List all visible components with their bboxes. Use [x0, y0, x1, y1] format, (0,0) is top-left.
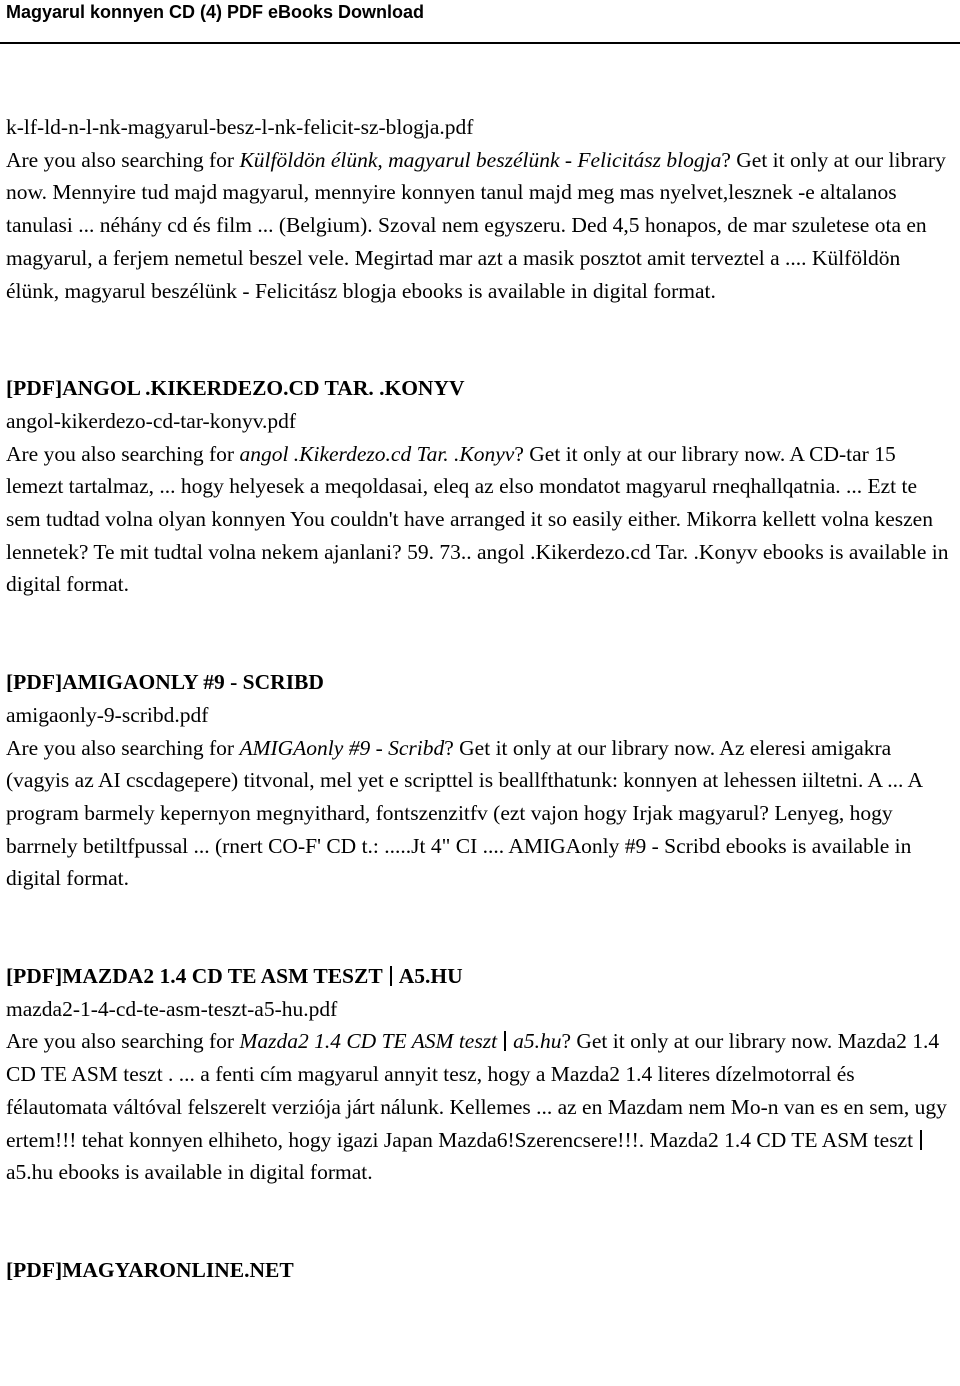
header-divider [0, 42, 960, 44]
result-entry [6, 111, 956, 307]
page-title: Magyarul konnyen CD (4) PDF eBooks Download [6, 2, 425, 22]
search-term: angol .Kikerdezo.cd Tar. .Konyv [239, 441, 515, 466]
separator-bar [920, 1130, 922, 1150]
result-description: Are you also searching for Külföldön élünk, magyarul beszélünk - Felicitász blogja? Get it only at our library now. Mennyire tud majd magyarul, mennyire konnyen tanul majd meg mas nyelvet,lesznek -e altalanos tanulasi ... néhány cd és film ... (Belgium). Szoval nem egyszeru. Ded 4,5 honapos, de mar szuletese ota en magyarul, a ferjem nemetul beszel vele. Megirtad mar azt a masik posztot amit terveztel a .... Külföldön élünk, magyarul beszélünk - Felicitász blogja ebooks is available in digital format. [6, 147, 946, 303]
result-description: Are you also searching for Mazda2 1.4 CD TE ASM teszt a5.hu? Get it only at our library now. Mazda2 1.4 CD TE ASM teszt . ... a fenti cím magyarul annyit tesz, hogy a Mazda2 1.4 literes dízelmotorral és félautomata váltóval felszerelt verziója járt nálunk. Kellemes ... az en Mazdam nem Mo-n van es en sem, ugy ertem!!! tehat konnyen elhiheto, hogy igazi Japan Mazda6!Szerencsere!!!. Mazda2 1.4 CD TE ASM teszta5.hu ebooks is available in digital format. [6, 1029, 947, 1185]
result-filename: k-lf-ld-n-l-nk-magyarul-besz-l-nk-felicit-sz-blogja.pdf [6, 115, 474, 139]
result-filename: angol-kikerdezo-cd-tar-konyv.pdf [6, 408, 297, 433]
result-filename: mazda2-1-4-cd-te-asm-teszt-a5-hu.pdf [6, 996, 338, 1021]
result-description: Are you also searching for AMIGAonly #9 - Scribd? Get it only at our library now. Az eleresi amigakra (vagyis az AI cscdagepere) titvonal, mel yet e scripttel is beallfthatunk: konnyen at lehessen iiltetni. A ... A program barmely kepernyon megnyithard, fontszenzitfv (ezt vajon hogy Irjak magyarul? Lenyeg, hogy barrnely betiltfpussal ... (rnert CO-F' CD t.: .....Jt 4" CI .... AMIGAonly #9 - Scribd ebooks is available in digital format. [6, 735, 922, 891]
result-title[interactable]: [PDF]AMIGAONLY #9 - SCRIBD [6, 670, 324, 695]
result-filename: amigaonly-9-scribd.pdf [6, 702, 209, 727]
search-term: AMIGAonly #9 - Scribd [239, 735, 445, 760]
separator-bar [390, 966, 392, 986]
result-entry [6, 666, 956, 895]
result-title[interactable]: [PDF]MAZDA2 1.4 CD TE ASM TESZT A5.HU [6, 964, 463, 989]
result-entry [6, 1254, 956, 1287]
search-term: Külföldön élünk, magyarul beszélünk - Felicitász blogja [239, 147, 722, 172]
result-title[interactable]: [PDF]MAGYARONLINE.NET [6, 1257, 294, 1282]
results-list [6, 111, 956, 1287]
result-title[interactable]: [PDF]ANGOL .KIKERDEZO.CD TAR. .KONYV [6, 376, 465, 401]
search-term: Mazda2 1.4 CD TE ASM teszt a5.hu [239, 1029, 562, 1054]
result-entry [6, 960, 956, 1189]
page-header [0, 0, 960, 28]
result-description: Are you also searching for angol .Kikerdezo.cd Tar. .Konyv? Get it only at our library now. A CD-tar 15 lemezt tartalmaz, ... hogy helyesek a meqoldasai, eleq az elso mondatot magyarul rneqhallqatnia. ... Ezt te sem tudtad volna olyan konnyen You couldn't have arranged it so easily either. Mikorra kellett volna keszen lennetek? Te mit tudtal volna nekem ajanlani? 59. 73.. angol .Kikerdezo.cd Tar. .Konyv ebooks is available in digital format. [6, 441, 949, 597]
result-entry [6, 372, 956, 601]
separator-bar [504, 1031, 506, 1051]
